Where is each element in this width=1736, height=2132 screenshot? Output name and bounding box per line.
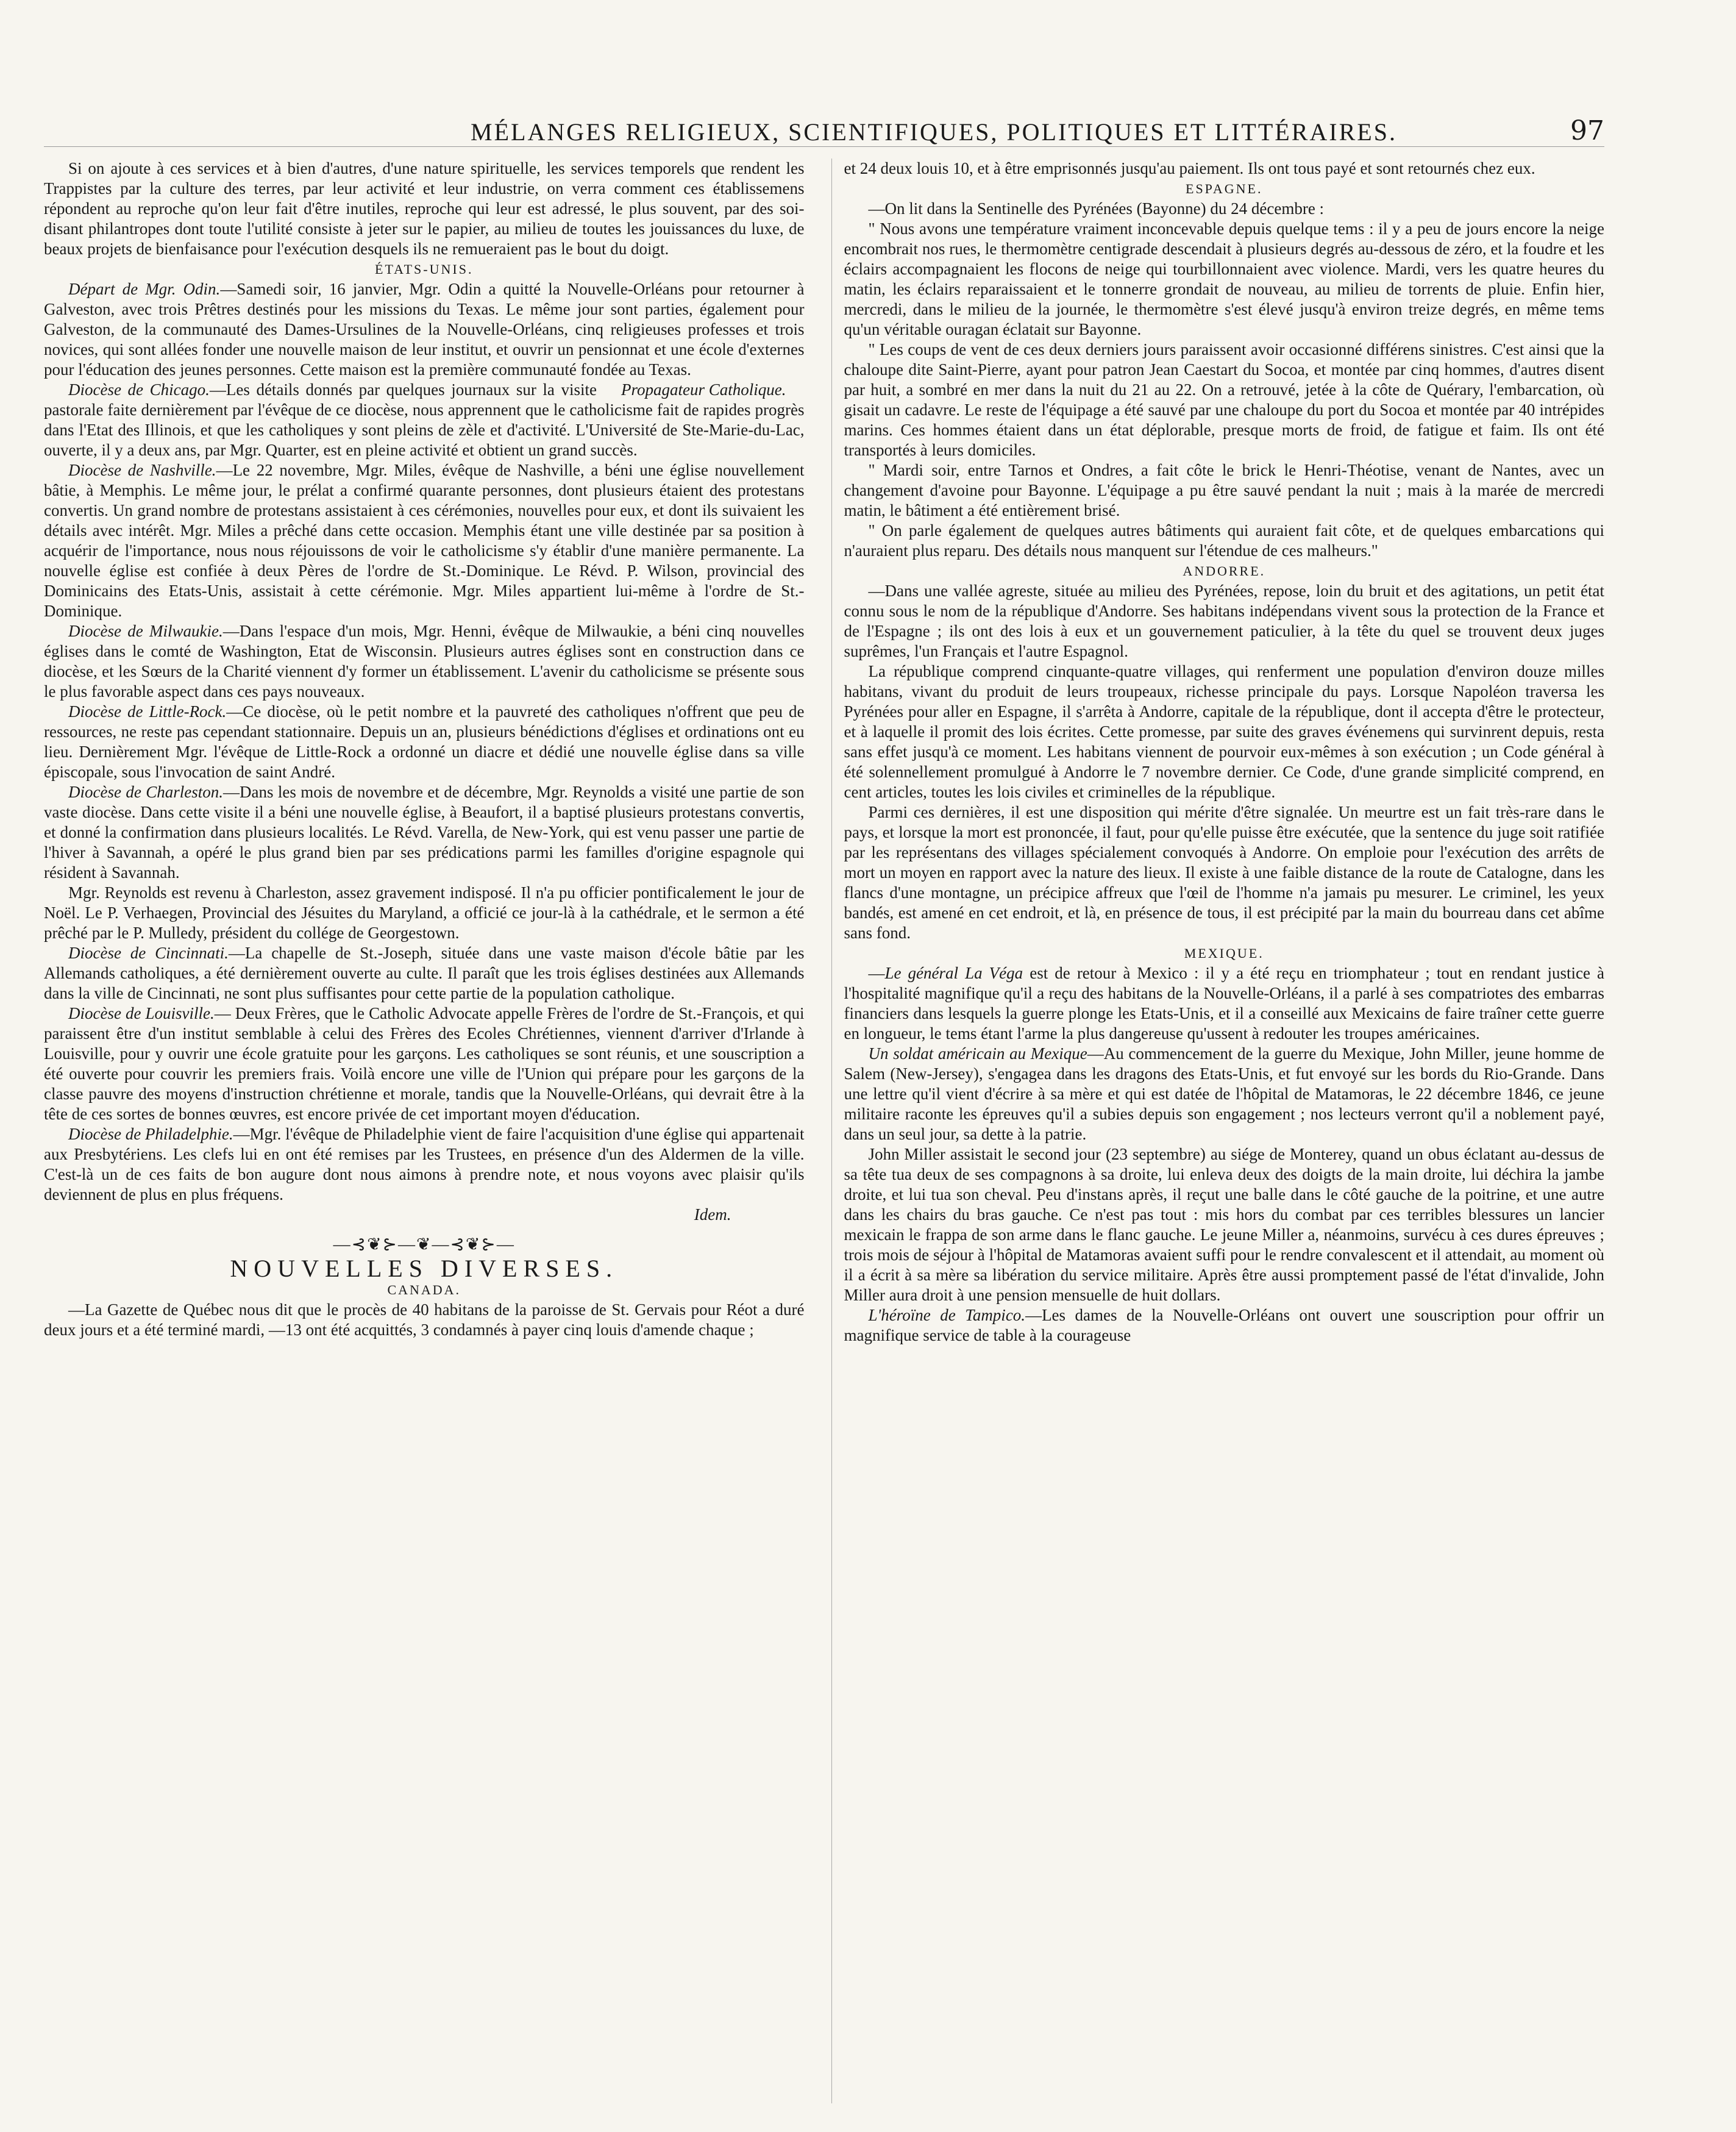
running-title: MÉLANGES RELIGIEUX, SCIENTIFIQUES, POLITIQUES ET LITTÉRAIRES. [471,118,1397,146]
article-body: est de retour à Mexico : il y a été reçu en triomphateur ; tout en rendant justice à l'hospitalité magnifique qu'il a reçu des habitans de la Nouvelle-Orléans, il a parlé à ses compatriotes des embarras financiers dans lesquels la guerre plonge les Etats-Unis, et il a conseillé aux Mexicains de faire traîner cette guerre en longueur, le tems étant l'arme la plus dangereuse qu'ussent à redouter les troupes américaines. [844,964,1604,1043]
newspaper-page [44,110,1604,2109]
article-little-rock [44,702,805,782]
section-title-nouvelles: NOUVELLES DIVERSES. [230,1255,619,1282]
article-body: —Les dames de la Nouvelle-Orléans ont ouvert une souscription pour offrir un magnifique service de table à la courageuse [844,1306,1604,1344]
article-heading: Diocèse de Charleston. [68,783,223,801]
article-miller: John Miller assistait le second jour (23 septembre) au siége de Monterey, quand un obus éclatant au-dessus de sa tête tua deux de ses compagnons à sa droite, lui enleva deux des doigts de la main droite, lui déchira la jambe droite, et lui tua son cheval. Peu d'instans après, il reçut une balle dans le côté gauche de la poitrine, et une autre dans les chairs du bras gauche. Ce n'est pas tout : mis hors du combat par ces terribles blessures un lancier mexicain le frappa de son arme dans le flanc gauche. Le jeune Miller a, néanmoins, survécu à ces dures épreuves ; trois mois de séjour à l'hôpital de Matamoras avaient suffi pour le rendre convalescent et il attendait, au moment où il a écrit à sa mère sa libération du service militaire. Après être aussi promptement passé de l'état d'invalide, John Miller aura droit à une pension mensuelle de huit dollars. [844,1145,1604,1304]
article-heading: Diocèse de Milwaukie. [68,622,223,640]
article-espagne-p3: " Mardi soir, entre Tarnos et Ondres, a fait côte le brick le Henri-Théotise, venant de Nantes, avec un changement d'avoine pour Bayonne. L'équipage a pu être sauvé pendant la nuit ; mais à la marée de mercredi matin, le bâtiment a été entièrement brisé. [844,461,1604,519]
article-philadelphie [44,1124,805,1205]
article-espagne-p1: " Nous avons une température vraiment inconcevable depuis quelque tems : il y a peu de jours encore la neige encombrait nos rues, le thermomètre centigrade descendait à plusieurs degrés au-dessous de zéro, et la foudre et les éclairs accompagnaient les flocons de neige qui tourbillonnaient avec violence. Mardi, vers les quatre heures du matin, les éclairs reparaissaient et le tonnerre grondait de nouveau, au milieu de torrents de pluie. Enfin hier, mercredi, dans le milieu de la journée, le thermomètre s'est élevé jusqu'à environ treize degrés, en même tems qu'un véritable ouragan éclatait sur Bayonne. [844,219,1604,338]
article-nashville [44,460,805,621]
article-body: —Dans les mois de novembre et de décembre, Mgr. Reynolds a visité une partie de son vaste diocèse. Dans cette visite il a béni une nouvelle église, à Beaufort, il a baptisé plusieurs protestans convertis, et donné la confirmation dans plusieurs localités. Le Révd. Varella, de New-York, qui est venu passer une partie de l'hiver à Savannah, a opéré le plus grand bien par ses prédications parmi les familles d'origine espagnole qui résident à Savannah. [44,783,805,882]
article-source: Propagateur Catholique. [621,380,786,399]
article-heading: Diocèse de Cincinnati. [68,944,229,962]
article-heading: L'héroïne de Tampico. [868,1306,1026,1324]
article-milwaukie [44,621,805,702]
article-heading: Départ de Mgr. Odin. [68,280,221,298]
article-source: Idem. [694,1205,731,1224]
section-heading-canada: CANADA. [387,1282,461,1297]
article-cincinnati [44,943,805,1004]
left-column [44,159,805,2103]
article-heading: Un soldat américain au Mexique [868,1044,1087,1063]
article-andorre-p1: —Dans une vallée agreste, située au milieu des Pyrénées, repose, loin du bruit et des agitations, un petit état connu sous le nom de la république d'Andorre. Ses habitans indépendans vivent sous la protection de la France et de l'Espagne ; ils ont des lois à eux et un gouvernement paticulier, à la tête du quel se trouvent deux juges suprêmes, l'un Français et l'autre Espagnol. [844,582,1604,660]
article-la-vega: —Le général La Véga est de retour à Mexico : il y a été reçu en triomphateur ; tout en rendant justice à l'hospitalité magnifique qu'il a reçu des habitans de la Nouvelle-Orléans, il a parlé à ses compatriotes des embarras financiers dans lesquels la guerre plonge les Etats-Unis, et il a conseillé aux Mexicains de faire traîner cette guerre en longueur, le tems étant l'arme la plus dangereuse qu'ussent à redouter les troupes américaines. [844,964,1604,1043]
continued-paragraph: et 24 deux louis 10, et à être emprisonnés jusqu'au paiement. Ils ont tous payé et sont retournés chez eux. [844,159,1535,177]
article-body: —La chapelle de St.-Joseph, située dans une vaste maison d'école bâtie par les Allemands catholiques, a été dernièrement ouverte au culte. Il paraît que les trois églises destinées aux Allemands dans la ville de Cincinnati, ne sont plus suffisantes pour cette partie de la population catholique. [44,944,805,1002]
article-soldat [844,1044,1605,1144]
article-canada: —La Gazette de Québec nous dit que le procès de 40 habitans de la paroisse de St. Gervais pour Réot a duré deux jours et a été terminé mardi, —13 ont été acquittés, 3 condamnés à payer cinq louis d'amende chaque ; [44,1300,805,1339]
article-heading: Diocèse de Louisville. [68,1004,215,1022]
right-column [831,159,1605,2103]
article-espagne-p4: " On parle également de quelques autres bâtiments qui auraient fait côte, et de quelques embarcations qui n'auraient plus reparu. Des détails nous manquent sur l'étendue de ces malheurs." [844,521,1604,560]
intro-paragraph: Si on ajoute à ces services et à bien d'autres, d'une nature spirituelle, les services temporels que rendent les Trappistes par la culture des terres, par leur activité et leur industrie, on verra comment ces établissemens répondent au reproche qu'on leur fait d'être inutiles, reproche qui leur est adressé, le plus souvent, par des soi-disant philantropes dont toute l'utilité consiste à jeter sur le papier, au milieu de toutes les jouissances du luxe, de beaux projets de bienfaisance pour l'exécution desquels ils ne remueraient pas le bout du doigt. [44,159,805,258]
article-body: —Ce diocèse, où le petit nombre et la pauvreté des catholiques n'offrent que peu de ressources, ne reste pas cependant stationnaire. Depuis un an, plusieurs bénédictions d'églises et ordinations ont eu lieu. Dernièrement Mgr. l'évêque de Little-Rock a ordonné un diacre et dédié une nouvelle église dans sa ville épiscopale, sous l'invocation de saint André. [44,702,805,781]
article-andorre-p2: La république comprend cinquante-quatre villages, qui renferment une population d'environ douze milles habitans, vivant du produit de leurs troupeaux, richesse principale du pays. Lorsque Napoléon traversa les Pyrénées pour aller en Espagne, il s'arrêta à Andorre, capitale de la république, dont il accepta d'être le protecteur, et à laquelle il promit des lois écrites. Cette promesse, par suite des graves événemens qui survinrent depuis, resta sans effet jusqu'à ce moment. Les habitans viennent de pourvoir eux-mêmes à son exécution ; un Code général à été solennellement promulgué à Andorre le 7 novembre dernier. Ce Code, d'une grande simplicité comprend, en cent articles, toutes les lois civiles et criminelles de la république. [844,662,1604,801]
article-body: —Samedi soir, 16 janvier, Mgr. Odin a quitté la Nouvelle-Orléans pour retourner à Galveston, avec trois Prêtres destinés pour les missions du Texas. Le même jour sont parties, également pour Galveston, de la communauté des Dames-Ursulines de la Nouvelle-Orléans, cinq religieuses professes et trois novices, qui sont allées fonder une nouvelle maison de leur institut, et ouvrir un pensionnat et une école d'externes pour l'éducation des jeunes personnes. Cette maison est la première communauté fondée au Texas. [44,280,805,379]
article-body: —Les détails donnés par quelques journaux sur la visite pastorale faite dernièrement par l'évêque de ce diocèse, nous apprennent que le catholicisme fait de rapides progrès dans l'Etat des Illinois, et que les catholiques y sont pleins de zèle et d'activité. L'Université de Ste-Marie-du-Lac, ouverte, il y a deux ans, par Mgr. Quarter, est en pleine activité et obtient un grand succès. [44,380,805,459]
article-body: —Le 22 novembre, Mgr. Miles, évêque de Nashville, a béni une église nouvellement bâtie, à Memphis. Le même jour, le prélat a confirmé quarante personnes, dont plusieurs étaient des protestans convertis. Un grand nombre de protestans assistaient à ces cérémonies, nouvelles pour eux, et dont ils suivaient les détails avec intérêt. Mgr. Miles a prêché dans cette occasion. Memphis étant une ville destinée par sa position à acquérir de l'importance, nous nous réjouissons de voir le catholicisme s'y établir d'une manière permanente. La nouvelle église est confiée à deux Pères de l'ordre de St.-Dominique. Le Révd. P. Wilson, provincial des Dominicains des Etats-Unis, assistait à cette cérémonie. Mgr. Miles appartient lui-même à l'ordre de St.-Dominique. [44,461,805,620]
article-body: —Au commencement de la guerre du Mexique, John Miller, jeune homme de Salem (New-Jersey), s'engagea dans les dragons des Etats-Unis, et fut envoyé sur les bords du Rio-Grande. Dans une lettre qu'il vient d'écrire à sa mère et qui est datée de l'hôpital de Matamoras, le 22 décembre 1846, ce jeune militaire raconte les épreuves qu'il a subies depuis son engagement ; nos lecteurs verront qu'il a noblement payé, dans un seul jour, sa dette à la patrie. [844,1044,1604,1143]
article-body: —Dans l'espace d'un mois, Mgr. Henni, évêque de Milwaukie, a béni cinq nouvelles églises dans le comté de Washington, Etat de Wisconsin. Plusieurs autres églises sont en construction dans ce diocèse, et les Sœurs de la Charité viennent d'y former un établissement. L'avenir du catholicisme se présente sous le plus favorable aspect dans ces pays nouveaux. [44,622,805,701]
article-heading: Le général La Véga [884,964,1023,982]
columns [44,159,1604,2103]
ornament-divider: —⊰❦⊱—❦—⊰❦⊱— [333,1235,515,1254]
article-tampico [844,1305,1605,1346]
article-andorre-p3: Parmi ces dernières, il est une disposition qui mérite d'être signalée. Un meurtre est un fait très-rare dans le pays, et lorsque la mort est prononcée, il faut, pour qu'elle puisse être exécutée, que la sentence du juge soit ratifiée par les représentans des villages spécialement convoqués à Andorre. On emploie pour l'exécution des arrêts de mort un moyen en rapport avec la nature des lieux. Il existe à une faible distance de la route de Catalogne, dans les flancs d'une montagne, un précipice affreux que l'œil de l'homme n'a jamais pu mesurer. Le criminel, les yeux bandés, est amené en cet endroit, et là, en présence de tous, il est précipité par la main du bourreau dans cet abîme sans fond. [844,803,1604,942]
section-heading-andorre: ANDORRE. [1183,563,1266,579]
article-body: —Mgr. l'évêque de Philadelphie vient de faire l'acquisition d'une église qui appartenait aux Presbytériens. Les clefs lui en ont été remises par les Trustees, en présence d'un des Aldermen de la ville. C'est-là un de ces faits de bon augure dont nous aimons à prendre note, et nous voyons avec plaisir qu'ils deviennent de plus en plus fréquens. [44,1125,805,1203]
article-heading: Diocèse de Philadelphie. [68,1125,233,1143]
section-heading-etats-unis: ÉTATS-UNIS. [375,262,474,277]
section-heading-mexique: MEXIQUE. [1184,946,1264,961]
article-heading: Diocèse de Nashville. [68,461,216,479]
article-heading: Diocèse de Chicago. [68,380,210,399]
article-charleston-cont: Mgr. Reynolds est revenu à Charleston, assez gravement indisposé. Il n'a pu officier pontificalement le jour de Noël. Le P. Verhaegen, Provincial des Jésuites du Maryland, a officié ce jour-là à la cathédrale, et le sermon a été prêché par le P. Mulledy, président du collége de Georgestown. [44,883,805,942]
article-body: — Deux Frères, que le Catholic Advocate appelle Frères de l'ordre de St.-François, et qui paraissent être d'un institut semblable à celui des Frères des Ecoles Chrétiennes, viennent d'arriver d'Irlande à Louisville, pour y ouvrir une école gratuite pour les garçons. Les catholiques se sont réunis, et une souscription a été ouverte pour couvrir les premiers frais. Voilà encore une ville de l'Union qui prépare pour les garçons de la classe pauvre des moyens d'instruction chrétienne et morale, tandis que la Nouvelle-Orléans, qui devrait être à la tête de ces sortes de bonnes œuvres, est encore privée de cet important moyen d'éducation. [44,1004,805,1123]
page-number: 97 [1570,115,1604,146]
article-espagne-intro: —On lit dans la Sentinelle des Pyrénées (Bayonne) du 24 décembre : [868,199,1325,218]
section-heading-espagne: ESPAGNE. [1186,181,1263,196]
article-charleston [44,782,805,883]
article-heading: Diocèse de Little-Rock. [68,702,227,721]
page-header [44,110,1604,147]
article-espagne-p2: " Les coups de vent de ces deux derniers jours paraissent avoir occasionné différens sinistres. C'est ainsi que la chaloupe dite Saint-Pierre, ayant pour patron Jean Caestart du Socoa, et montée par cinq hommes, d'autres disent par huit, a sombré en mer dans la nuit du 21 au 22. On a retrouvé, jetée à la côte de Quérary, l'embarcation, où gisait un cadavre. Le reste de l'équipage a été sauvé par une chaloupe du port du Socoa et montée par 40 intrépides marins. Ces hommes étaient dans un état déplorable, presque morts de froid, de fatigue et faim. Ils ont été transportés à leurs domiciles. [844,340,1604,459]
article-louisville [44,1004,805,1124]
